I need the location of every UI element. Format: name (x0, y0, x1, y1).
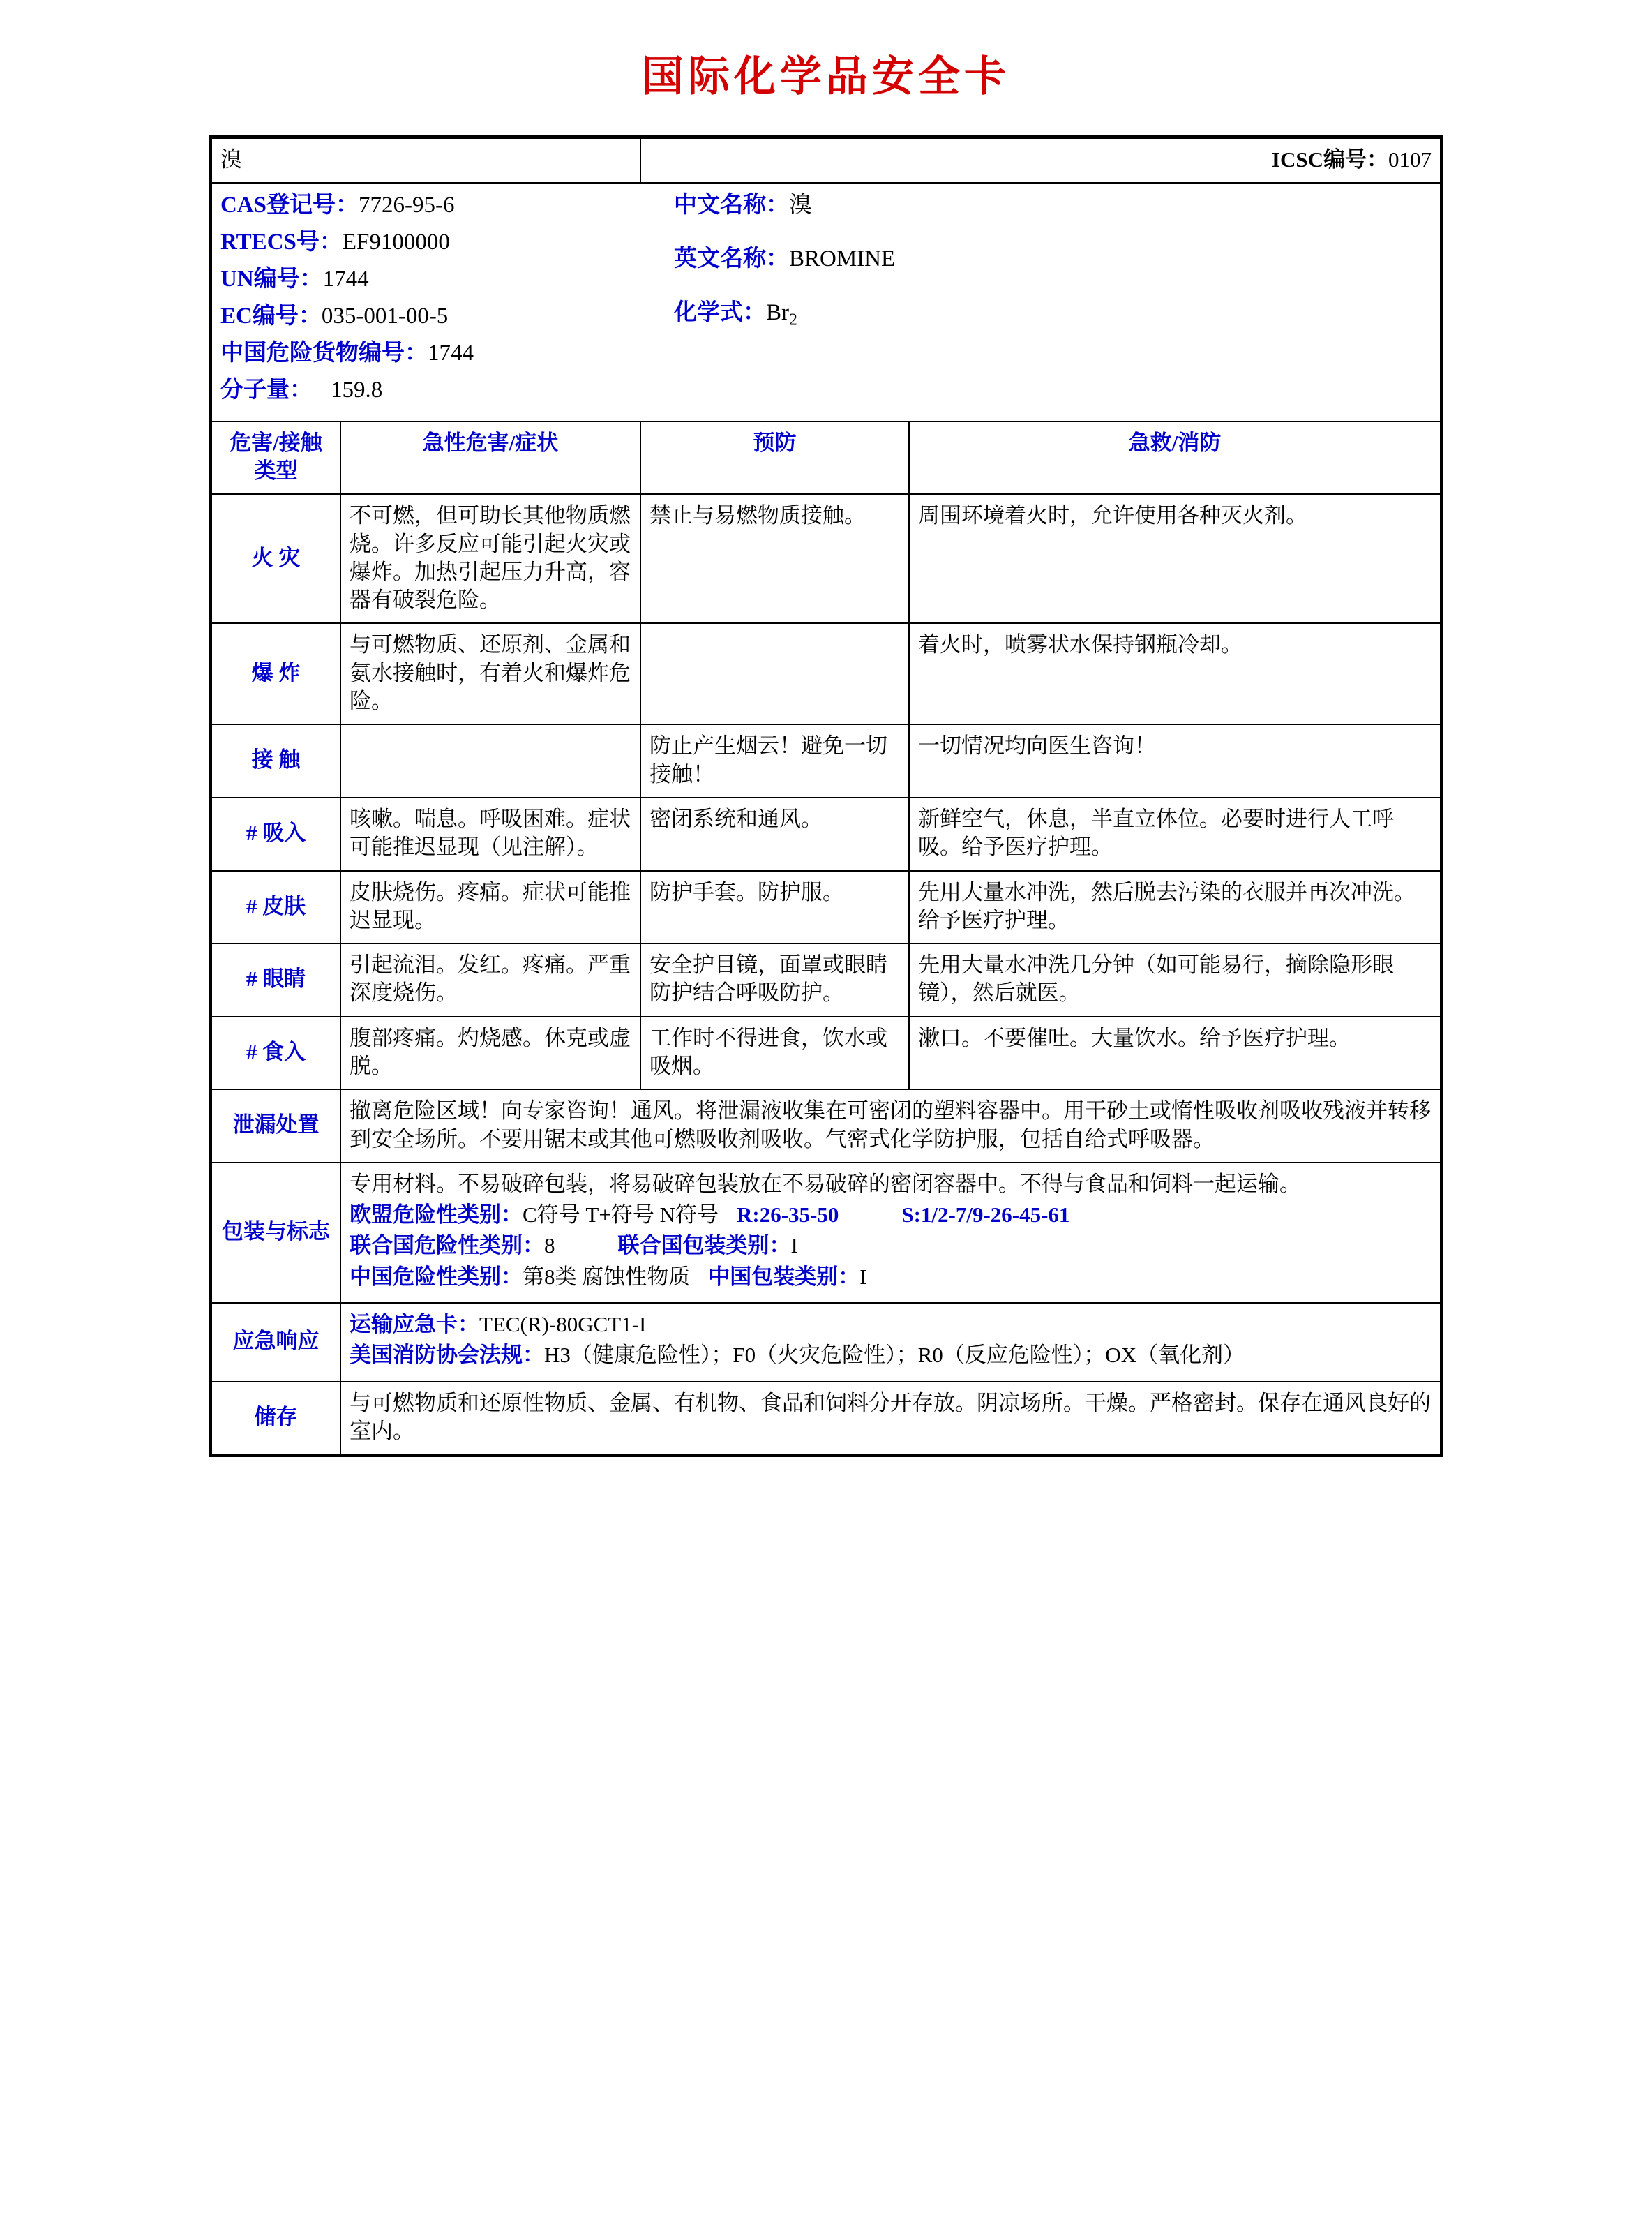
un-packing-group-value: I (790, 1233, 798, 1258)
table-row-column-headers (211, 421, 1441, 495)
table-row-identity (211, 183, 1441, 421)
table-row (211, 724, 1441, 798)
chemical-formula-subscript: 2 (789, 311, 797, 329)
nfpa-label: 美国消防协会法规： (350, 1343, 544, 1368)
icsc-number-value: 0107 (1388, 147, 1432, 172)
un-number-row (220, 264, 667, 294)
col-header-prevention: 预防 (640, 421, 909, 495)
cell-exposure-firstaid: 一切情况均向医生咨询！ (909, 724, 1441, 798)
cell-explosion-firstaid: 着火时，喷雾状水保持钢瓶冷却。 (909, 623, 1441, 724)
english-name-label: 英文名称： (674, 246, 789, 272)
table-row (211, 798, 1441, 871)
cell-fire-prevention: 禁止与易燃物质接触。 (640, 494, 909, 623)
table-row (211, 1382, 1441, 1455)
icsc-number-label: ICSC编号： (1271, 147, 1388, 172)
english-name-value: BROMINE (789, 246, 896, 272)
table-row (211, 1089, 1441, 1163)
cas-number-row (220, 191, 667, 221)
cas-number-label: CAS登记号： (220, 193, 359, 218)
packaging-cn-row (350, 1263, 1432, 1291)
molecular-weight-row (220, 375, 667, 405)
cell-fire-acute: 不可燃，但可助长其他物质燃烧。许多反应可能引起火灾或爆炸。加热引起压力升高，容器有破裂危险。 (340, 494, 640, 623)
icsc-number-cell (640, 138, 1441, 183)
packaging-general-text: 专用材料。不易破碎包装，将易破碎包装放在不易破碎的密闭容器中。不得与食品和饲料一起运输。 (350, 1171, 1301, 1196)
row-label-inhalation: # 吸入 (211, 798, 340, 871)
col-header-hazard-type-line2: 类型 (254, 458, 298, 483)
transport-emergency-card-row (350, 1311, 1432, 1338)
packaging-eu-row (350, 1201, 1432, 1229)
rtecs-number-value: EF9100000 (342, 230, 450, 255)
icsc-table (211, 137, 1441, 1455)
col-header-hazard-type-line1: 危害/接触 (230, 430, 322, 455)
table-row (211, 1163, 1441, 1303)
row-label-spillage: 泄漏处置 (211, 1089, 340, 1163)
col-header-acute-hazards: 急性危害/症状 (340, 421, 640, 495)
cell-skin-acute: 皮肤烧伤。疼痛。症状可能推迟显现。 (340, 871, 640, 944)
transport-emergency-card-value: TEC(R)-80GCT1-I (479, 1312, 647, 1337)
chinese-name-label: 中文名称： (674, 193, 789, 218)
icsc-card (209, 135, 1443, 1457)
cn-packing-group-value: I (859, 1264, 867, 1289)
cell-inhalation-acute: 咳嗽。喘息。呼吸困难。症状可能推迟显现（见注解）。 (340, 798, 640, 871)
cell-inhalation-firstaid: 新鲜空气，休息，半直立体位。必要时进行人工呼吸。给予医疗护理。 (909, 798, 1441, 871)
cell-eyes-firstaid: 先用大量水冲洗几分钟（如可能易行，摘除隐形眼镜），然后就医。 (909, 943, 1441, 1017)
un-packing-group-label: 联合国包装类别： (617, 1233, 791, 1258)
eu-s-phrases: S:1/2-7/9-26-45-61 (901, 1202, 1070, 1227)
cell-explosion-prevention (640, 623, 909, 724)
cell-skin-prevention: 防护手套。防护服。 (640, 871, 909, 944)
cn-dangerous-goods-number-label: 中国危险货物编号： (220, 340, 428, 366)
table-row (211, 1303, 1441, 1382)
un-number-label: UN编号： (220, 267, 323, 292)
table-row (211, 943, 1441, 1017)
chemical-formula-label: 化学式： (674, 300, 766, 326)
cas-number-value: 7726-95-6 (359, 193, 455, 218)
col-header-first-aid: 急救/消防 (909, 421, 1441, 495)
cn-dangerous-goods-number-row (220, 338, 667, 368)
chinese-name-value: 溴 (789, 193, 812, 218)
identity-left-column (220, 191, 667, 412)
un-hazard-class-value: 8 (544, 1233, 555, 1258)
chemical-formula-row (674, 298, 1432, 331)
identity-block (211, 183, 1441, 421)
molecular-weight-value: 159.8 (331, 377, 383, 403)
cell-ingestion-acute: 腹部疼痛。灼烧感。休克或虚脱。 (340, 1017, 640, 1090)
chemical-formula-value: Br (766, 300, 789, 326)
nfpa-value: H3（健康危险性）；F0（火灾危险性）；R0（反应危险性）；OX（氧化剂） (544, 1343, 1245, 1368)
transport-emergency-card-label: 运输应急卡： (350, 1312, 479, 1337)
eu-hazard-class-label: 欧盟危险性类别： (350, 1202, 523, 1227)
substance-name: 溴 (211, 138, 640, 183)
un-hazard-class-label: 联合国危险性类别： (350, 1233, 544, 1258)
cell-inhalation-prevention: 密闭系统和通风。 (640, 798, 909, 871)
row-label-packaging: 包装与标志 (211, 1163, 340, 1303)
ec-number-label: EC编号： (220, 303, 322, 329)
rtecs-number-row (220, 227, 667, 258)
cell-ingestion-prevention: 工作时不得进食，饮水或吸烟。 (640, 1017, 909, 1090)
table-row (211, 494, 1441, 623)
cell-packaging (340, 1163, 1441, 1303)
cell-ingestion-firstaid: 漱口。不要催吐。大量饮水。给予医疗护理。 (909, 1017, 1441, 1090)
row-label-ingestion: # 食入 (211, 1017, 340, 1090)
table-row-header (211, 138, 1441, 183)
row-label-explosion: 爆 炸 (211, 623, 340, 724)
un-number-value: 1744 (322, 267, 369, 292)
nfpa-row (350, 1341, 1432, 1369)
cn-packing-group-label: 中国包装类别： (708, 1264, 860, 1289)
chinese-name-row (674, 191, 1432, 221)
ec-number-value: 035-001-00-5 (321, 303, 449, 329)
rtecs-number-label: RTECS号： (220, 230, 343, 255)
cell-skin-firstaid: 先用大量水冲洗，然后脱去污染的衣服并再次冲洗。给予医疗护理。 (909, 871, 1441, 944)
row-label-emergency-response: 应急响应 (211, 1303, 340, 1382)
eu-hazard-symbols: C符号 T+符号 N符号 (523, 1202, 719, 1227)
cell-exposure-prevention: 防止产生烟云！避免一切接触！ (640, 724, 909, 798)
table-row (211, 623, 1441, 724)
cell-fire-firstaid: 周围环境着火时，允许使用各种灭火剂。 (909, 494, 1441, 623)
row-label-exposure: 接 触 (211, 724, 340, 798)
cell-eyes-prevention: 安全护目镜，面罩或眼睛防护结合呼吸防护。 (640, 943, 909, 1017)
cell-exposure-acute (340, 724, 640, 798)
cn-hazard-class-value: 第8类 腐蚀性物质 (523, 1264, 691, 1289)
cell-emergency-response (340, 1303, 1441, 1382)
table-row (211, 871, 1441, 944)
cn-dangerous-goods-number-value: 1744 (428, 340, 474, 366)
cell-eyes-acute: 引起流泪。发红。疼痛。严重深度烧伤。 (340, 943, 640, 1017)
page-title: 国际化学品安全卡 (642, 54, 1010, 100)
table-row (211, 1017, 1441, 1090)
english-name-row (674, 244, 1432, 274)
cell-explosion-acute: 与可燃物质、还原剂、金属和氨水接触时，有着火和爆炸危险。 (340, 623, 640, 724)
cell-storage-text: 与可燃物质和还原性物质、金属、有机物、食品和饲料分开存放。阴凉场所。干燥。严格密封。保存在通风良好的室内。 (340, 1382, 1441, 1455)
row-label-eyes: # 眼睛 (211, 943, 340, 1017)
identity-right-column (667, 191, 1432, 412)
row-label-fire: 火 灾 (211, 494, 340, 623)
row-label-storage: 储存 (211, 1382, 340, 1455)
cn-hazard-class-label: 中国危险性类别： (350, 1264, 523, 1289)
col-header-hazard-type (211, 421, 340, 495)
ec-number-row (220, 301, 667, 331)
row-label-skin: # 皮肤 (211, 871, 340, 944)
packaging-un-row (350, 1232, 1432, 1260)
molecular-weight-label: 分子量： (220, 377, 313, 403)
cell-spillage-text: 撤离危险区域！向专家咨询！通风。将泄漏液收集在可密闭的塑料容器中。用干砂土或惰性吸收剂吸收残液并转移到安全场所。不要用锯末或其他可燃吸收剂吸收。气密式化学防护服，包括自给式呼吸器。 (340, 1089, 1441, 1163)
eu-r-phrases: R:26-35-50 (736, 1202, 839, 1227)
